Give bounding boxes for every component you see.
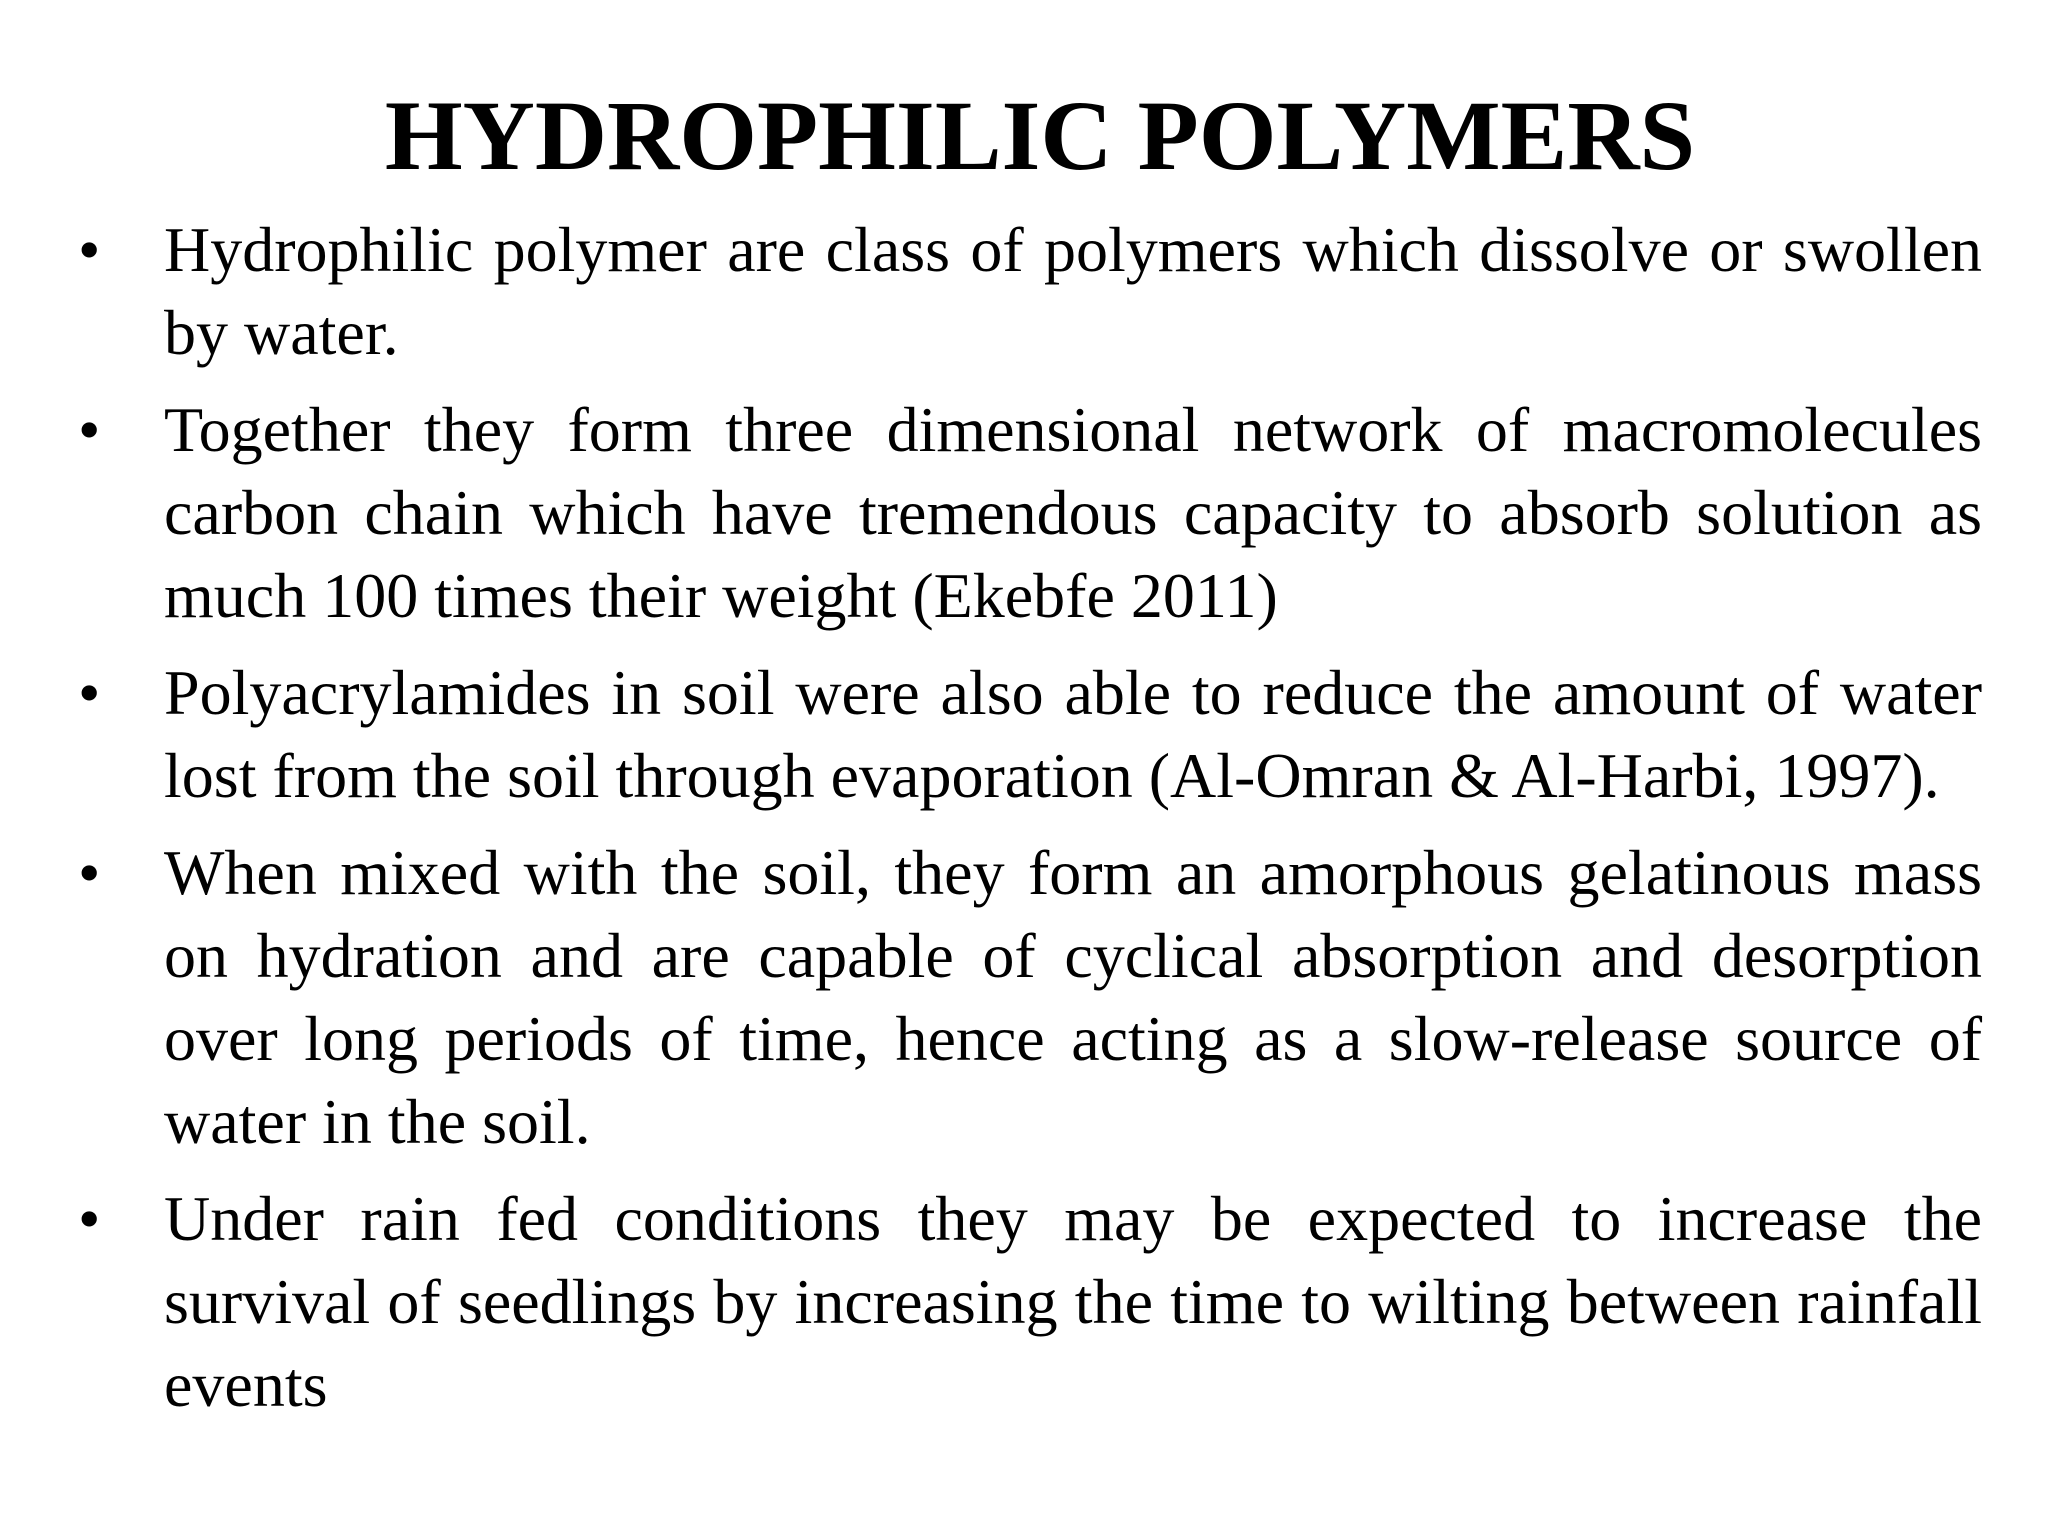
- bullet-list: [78, 208, 1982, 1440]
- bullet-icon: •: [78, 1183, 101, 1254]
- bullet-item: [78, 208, 1982, 374]
- bullet-icon: •: [78, 657, 101, 728]
- bullet-item: [78, 1177, 1982, 1426]
- bullet-item: [78, 831, 1982, 1163]
- bullet-text: Hydrophilic polymer are class of polymers which dissolve or swollen by water.: [164, 214, 1982, 368]
- bullet-icon: •: [78, 214, 101, 285]
- bullet-icon: •: [78, 837, 101, 908]
- bullet-text: Under rain fed conditions they may be expected to increase the survival of seedlings by increasing the time to wilting between rainfall events: [164, 1183, 1982, 1420]
- bullet-text: When mixed with the soil, they form an amorphous gelatinous mass on hydration and are capable of cyclical absorption and desorption over long periods of time, hence acting as a slow-release source of water in the soil.: [164, 837, 1982, 1157]
- bullet-item: [78, 388, 1982, 637]
- slide-title: HYDROPHILIC POLYMERS: [384, 80, 1696, 191]
- bullet-text: Polyacrylamides in soil were also able to reduce the amount of water lost from the soil through evaporation (Al-Omran & Al-Harbi, 1997).: [164, 657, 1982, 811]
- bullet-text: Together they form three dimensional network of macromolecules carbon chain which have tremendous capacity to absorb solution as much 100 times their weight (Ekebfe 2011): [164, 394, 1982, 631]
- bullet-item: [78, 651, 1982, 817]
- bullet-icon: •: [78, 394, 101, 465]
